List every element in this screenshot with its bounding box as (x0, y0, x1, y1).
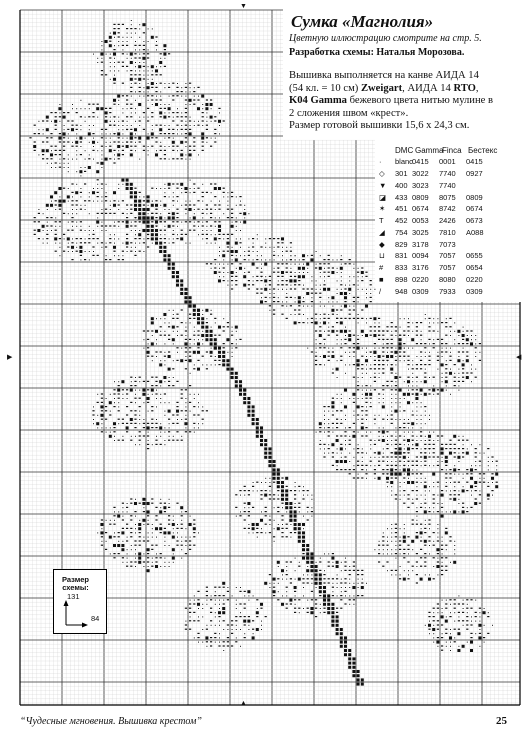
legend-header (379, 145, 524, 156)
legend-bestex: 0809 (466, 192, 483, 202)
center-marker-bottom: ▲ (240, 699, 247, 707)
legend-finca: 7933 (439, 286, 456, 296)
canvas-type: , АИДА 14 (402, 82, 454, 94)
description-line-2 (289, 83, 521, 96)
legend-dmc: 433 (395, 192, 408, 202)
legend-dmc: 452 (395, 216, 408, 226)
legend-dmc: 833 (395, 263, 408, 273)
legend-row (379, 227, 524, 239)
description-line-5: Размер готовой вышивки 15,6 х 24,3 см. (289, 120, 470, 132)
legend-symbol: · (379, 157, 382, 167)
legend-dmc: 301 (395, 169, 408, 179)
legend-bestex: 0415 (466, 157, 483, 167)
legend-gamma: 3176 (412, 263, 429, 273)
legend-bestex: 0927 (466, 169, 483, 179)
legend-header-bestex: Бестекс (468, 146, 498, 155)
legend-row (379, 250, 524, 262)
legend-finca: 0001 (439, 157, 456, 167)
legend-row (379, 203, 524, 215)
legend-row (379, 262, 524, 274)
brand-rto: RTO (453, 82, 476, 94)
legend-symbol: T (379, 216, 384, 226)
legend-gamma: 0809 (412, 192, 429, 202)
legend-gamma: 3025 (412, 227, 429, 237)
legend-symbol: ✶ (379, 204, 386, 214)
legend-symbol: ◪ (379, 192, 387, 202)
legend-header-gamma: Gamma (415, 146, 444, 155)
center-marker-right: ◀ (516, 353, 522, 361)
legend-gamma: 0674 (412, 204, 429, 214)
legend-bestex: 0674 (466, 204, 483, 214)
legend-row (379, 168, 524, 180)
legend-finca: 7740 (439, 180, 456, 190)
description-line-4: 2 сложения швом «крест». (289, 107, 409, 119)
legend-finca: 2426 (439, 216, 456, 226)
legend-dmc: 754 (395, 227, 408, 237)
legend-gamma: 3023 (412, 180, 429, 190)
thread-legend (379, 145, 524, 297)
legend-finca: 7073 (439, 239, 456, 249)
legend-gamma: 0053 (412, 216, 429, 226)
legend-header-dmc: DMC (395, 146, 414, 155)
size-label-line-2: схемы: (62, 583, 89, 592)
legend-row (379, 238, 524, 250)
legend-finca: 7740 (439, 169, 456, 179)
center-marker-left: ▶ (7, 353, 13, 361)
legend-dmc: 948 (395, 286, 408, 296)
legend-dmc: blanc (395, 157, 413, 167)
legend-dmc: 831 (395, 251, 408, 261)
legend-dmc: 898 (395, 274, 408, 284)
legend-row (379, 156, 524, 168)
legend-gamma: 0220 (412, 274, 429, 284)
legend-symbol: ◆ (379, 239, 385, 249)
legend-header-finca: Finca (442, 146, 462, 155)
legend-row (379, 180, 524, 192)
description-line-1: Вышивка выполняется на канве АИДА 14 (289, 70, 479, 81)
legend-symbol: ▼ (379, 180, 387, 190)
legend-bestex: 0673 (466, 216, 483, 226)
legend-symbol: ⊔ (379, 251, 385, 261)
chart-size-box (53, 569, 107, 634)
legend-gamma: 3178 (412, 239, 429, 249)
legend-bestex: А088 (466, 227, 484, 237)
comma: , (475, 82, 479, 94)
legend-bestex: 0309 (466, 286, 483, 296)
legend-dmc: 451 (395, 204, 408, 214)
legend-bestex: 0655 (466, 251, 483, 261)
size-height-value: 131 (67, 592, 80, 601)
legend-symbol: ◇ (379, 169, 385, 179)
size-width-value: 84 (91, 614, 100, 623)
size-axes-icon (54, 570, 106, 633)
legend-gamma: 3022 (412, 169, 429, 179)
center-marker-top: ▼ (240, 2, 247, 10)
pattern-title: Сумка «Магнолия» (291, 12, 434, 31)
legend-row (379, 215, 524, 227)
size-label-line-1: Размер (62, 575, 90, 584)
legend-finca: 8080 (439, 274, 456, 284)
canvas-count: (54 кл. = 10 см) (289, 82, 361, 94)
description-line-3 (289, 95, 521, 108)
pattern-description (289, 70, 521, 133)
pattern-author: Разработка схемы: Наталья Морозова. (289, 47, 465, 58)
legend-row (379, 191, 524, 203)
legend-gamma: 0415 (412, 157, 429, 167)
page-number: 25 (496, 715, 507, 727)
legend-symbol: / (379, 286, 382, 296)
legend-symbol: # (379, 263, 384, 273)
legend-dmc: 829 (395, 239, 408, 249)
legend-rows (379, 156, 524, 297)
legend-finca: 7057 (439, 263, 456, 273)
legend-bestex: 0220 (466, 274, 483, 284)
legend-row (379, 274, 524, 286)
magazine-title: “Чудесные мгновения. Вышивка крестом” (20, 716, 202, 727)
legend-finca: 8075 (439, 192, 456, 202)
legend-row (379, 285, 524, 297)
brand-gamma: K04 Gamma (289, 95, 347, 107)
legend-gamma: 0309 (412, 286, 429, 296)
legend-symbol: ■ (379, 274, 384, 284)
legend-finca: 8742 (439, 204, 456, 214)
legend-symbol: ◢ (379, 227, 385, 237)
thread-color: бежевого цвета нитью мулине в (346, 95, 493, 107)
brand-zweigart: Zweigart (360, 82, 403, 94)
legend-gamma: 0094 (412, 251, 429, 261)
legend-finca: 7057 (439, 251, 456, 261)
legend-finca: 7810 (439, 227, 456, 237)
illustration-reference: Цветную иллюстрацию смотрите на стр. 5. (289, 33, 482, 44)
legend-bestex: 0654 (466, 263, 483, 273)
legend-dmc: 400 (395, 180, 408, 190)
